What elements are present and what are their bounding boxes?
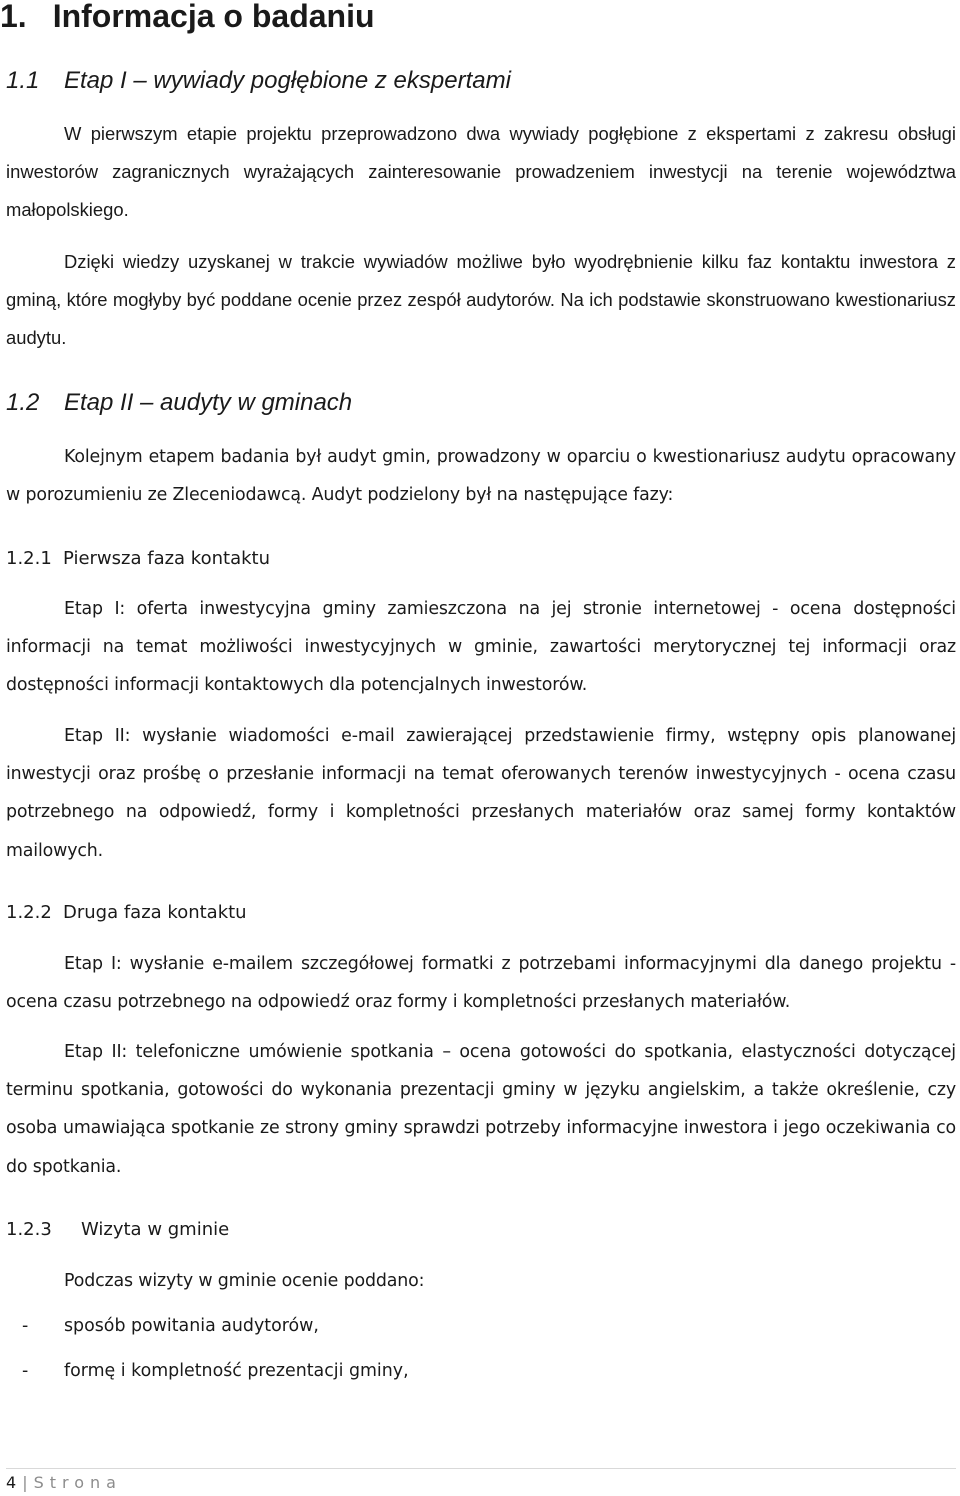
section-1-1-title: Etap I – wywiady pogłębione z ekspertami bbox=[64, 67, 511, 94]
section-1-1-heading bbox=[6, 64, 511, 98]
section-1-2-1-heading bbox=[6, 546, 270, 572]
section-1-2-3-paragraph-1: Podczas wizyty w gminie ocenie poddano: bbox=[64, 1271, 425, 1291]
section-1-2-2-number: 1.2.2 bbox=[6, 902, 52, 923]
section-1-1-paragraph-2: Dzięki wiedzy uzyskanej w trakcie wywiadów możliwe było wyodrębnienie kilku faz kontaktu inwestora z gminą, które mogłyby być poddane ocenie przez zespół audytorów. Na ich podstawie skonstruowano kwestionariusz audytu. bbox=[6, 251, 956, 349]
list-item-text: sposób powitania audytorów, bbox=[64, 1316, 319, 1336]
section-1-2-1-title: Pierwsza faza kontaktu bbox=[63, 548, 270, 569]
section-1-2-number: 1.2 bbox=[6, 389, 40, 416]
list-item bbox=[22, 1312, 319, 1340]
section-1-2-1-number: 1.2.1 bbox=[6, 548, 52, 569]
list-item bbox=[22, 1357, 409, 1385]
section-1-2-title: Etap II – audyty w gminach bbox=[64, 389, 353, 416]
section-1-2-2-paragraph-2: Etap II: telefoniczne umówienie spotkania – ocena gotowości do spotkania, elastyczności dotyczącej terminu spotkania, gotowości do wykonania prezentacji gminy w języku angielskim, a także określenie, czy osoba umawiająca spotkanie ze strony gminy sprawdzi potrzeby informacyjne inwestora i jego oczekiwania co do spotkania. bbox=[6, 1042, 956, 1177]
footer-label: Strona bbox=[33, 1473, 122, 1492]
list-item-dash: - bbox=[22, 1361, 29, 1381]
section-1-2-3-heading bbox=[6, 1217, 229, 1243]
list-item-text: formę i kompletność prezentacji gminy, bbox=[64, 1361, 409, 1381]
section-1-2-paragraph-1: Kolejnym etapem badania był audyt gmin, prowadzony w oparciu o kwestionariusz audytu opracowany w porozumieniu ze Zleceniodawcą. Audyt podzielony był na następujące fazy: bbox=[6, 447, 956, 506]
section-1-2-3-title: Wizyta w gminie bbox=[81, 1219, 230, 1240]
section-1-1-number: 1.1 bbox=[6, 67, 40, 94]
section-1-2-3-number: 1.2.3 bbox=[6, 1219, 52, 1240]
footer-separator: | bbox=[22, 1473, 28, 1492]
section-1-2-1-paragraph-2: Etap II: wysłanie wiadomości e-mail zawierającej przedstawienie firmy, wstępny opis planowanej inwestycji oraz prośbę o przesłanie informacji na temat oferowanych terenów inwestycyjnych - ocena czasu potrzebnego na odpowiedź, formy i kompletności przesłanych materiałów oraz samej formy kontaktów mailowych. bbox=[6, 726, 956, 861]
section-1-2-2-heading bbox=[6, 900, 247, 926]
section-1-2-2-paragraph-1: Etap I: wysłanie e-mailem szczegółowej formatki z potrzebami informacyjnymi dla danego projektu - ocena czasu potrzebnego na odpowiedź oraz formy i kompletności przesłanych materiałów. bbox=[6, 954, 956, 1013]
heading-1-number: 1. bbox=[0, 0, 27, 34]
footer-divider bbox=[6, 1468, 956, 1469]
section-1-2-1-paragraph-1: Etap I: oferta inwestycyjna gminy zamieszczona na jej stronie internetowej - ocena dostępności informacji na temat możliwości inwestycyjnych w gminie, zawartości merytorycznej tej informacji oraz dostępności informacji kontaktowych dla potencjalnych inwestorów. bbox=[6, 599, 956, 696]
section-1-1-paragraph-1: W pierwszym etapie projektu przeprowadzono dwa wywiady pogłębione z ekspertami z zakresu obsługi inwestorów zagranicznych wyrażających zainteresowanie prowadzeniem inwestycji na terenie województwa małopolskiego. bbox=[6, 123, 956, 221]
heading-1-title: Informacja o badaniu bbox=[52, 0, 375, 34]
page-footer bbox=[6, 1472, 122, 1494]
heading-1 bbox=[0, 0, 375, 42]
section-1-2-heading bbox=[6, 386, 352, 420]
list-item-dash: - bbox=[22, 1316, 29, 1336]
section-1-2-2-title: Druga faza kontaktu bbox=[63, 902, 247, 923]
footer-page-number: 4 bbox=[6, 1473, 17, 1492]
